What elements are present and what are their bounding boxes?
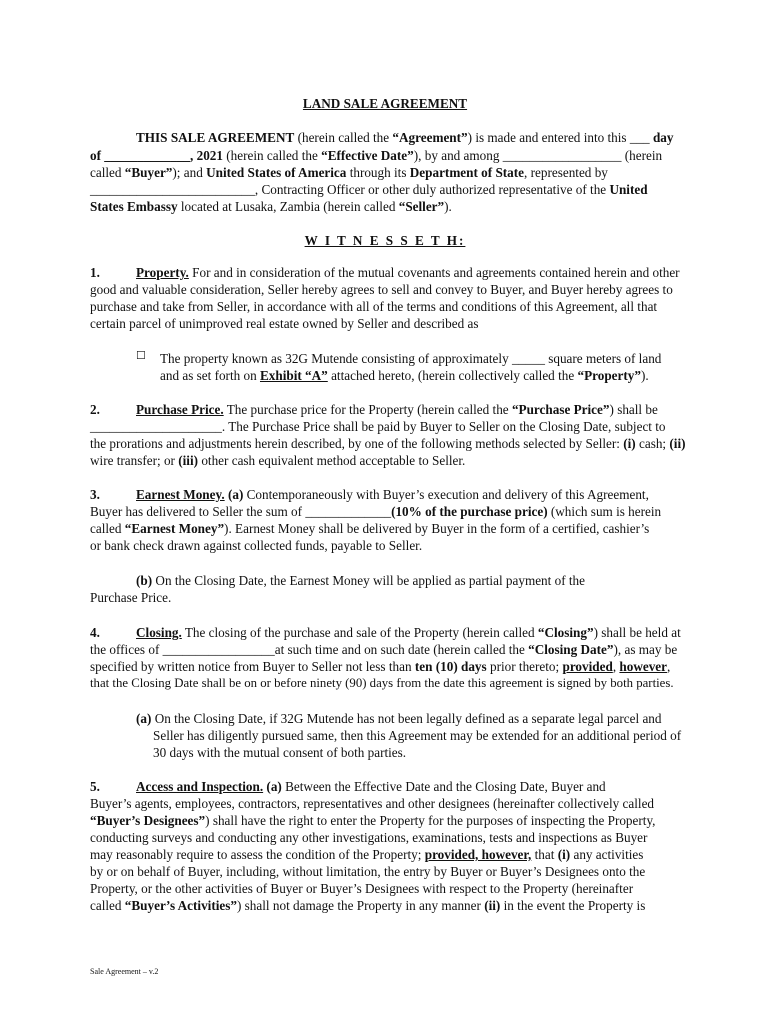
page-footer: Sale Agreement – v.2 <box>90 967 159 976</box>
section-1-number: 1. <box>90 265 100 280</box>
section-3-b-line-2: Purchase Price. <box>90 590 172 605</box>
section-4-a-line-2: Seller has diligently pursued same, then this Agreement may be extended for an additional period of <box>153 728 682 743</box>
section-5-line-1: 5. Access and Inspection. (a) Between the Effective Date and the Closing Date, Buyer and <box>90 779 606 794</box>
witnesseth-heading: W I T N E S S E T H: <box>304 233 466 248</box>
section-1-line-1: 1. Property. For and in consideration of the mutual covenants and agreements contained herein and other <box>90 265 680 280</box>
section-4-line-3: specified by written notice from Buyer to Seller not less than ten (10) days prior thereto; provided, however, <box>90 659 671 674</box>
document-title: LAND SALE AGREEMENT <box>302 96 468 111</box>
section-4-line-4: that the Closing Date shall be on or before ninety (90) days from the date this agreement is signed by both parties. <box>90 676 674 690</box>
section-5-line-7: Property, or the other activities of Buyer or Buyer’s Designees with respect to the Property (hereinafter <box>90 881 634 896</box>
section-2-heading: Purchase Price. <box>136 402 224 417</box>
section-5-line-4: conducting surveys and conducting any other investigations, examinations, tests and inspections as Buyer <box>90 830 648 845</box>
section-4-heading: Closing. <box>136 625 182 640</box>
intro-line-5: States Embassy located at Lusaka, Zambia (herein called “Seller”). <box>90 199 452 214</box>
section-3-line-1: 3. Earnest Money. (a) Contemporaneously with Buyer’s execution and delivery of this Agreement, <box>90 487 649 502</box>
section-5-line-6: by or on behalf of Buyer, including, without limitation, the entry by Buyer or Buyer’s Designees onto the <box>90 864 646 879</box>
section-4-line-2: the offices of _________________at such time and on such date (herein called the “Closing Date”), as may be <box>90 642 678 657</box>
section-1-bullet-line-1: The property known as 32G Mutende consisting of approximately _____ square meters of land <box>160 351 662 366</box>
section-5-heading: Access and Inspection. <box>136 779 264 794</box>
checkbox-icon: ☐ <box>136 350 146 362</box>
section-2-number: 2. <box>90 402 100 417</box>
section-4-a-line-3: 30 days with the mutual consent of both parties. <box>153 745 407 760</box>
section-1-line-4: certain parcel of unimproved real estate owned by Seller and described as <box>90 316 479 331</box>
section-3-b-line-1: (b) On the Closing Date, the Earnest Money will be applied as partial payment of the <box>136 573 586 588</box>
section-3-line-4: or bank check drawn against collected funds, payable to Seller. <box>90 538 423 553</box>
section-4-a-line-1: (a) On the Closing Date, if 32G Mutende has not been legally defined as a separate legal parcel and <box>136 711 662 726</box>
section-4-number: 4. <box>90 625 100 640</box>
intro-line-2: of _____________, 2021 (herein called the “Effective Date”), by and among __________________ (herein <box>90 148 663 163</box>
section-1-heading: Property. <box>136 265 189 280</box>
intro-line-4: _________________________, Contracting Officer or other duly authorized representative of the United <box>90 182 648 197</box>
section-2-line-4: wire transfer; or (iii) other cash equivalent method acceptable to Seller. <box>90 453 466 468</box>
section-5-line-2: Buyer’s agents, employees, contractors, representatives and other designees (hereinafter collectively called <box>90 796 655 811</box>
section-2-line-1: 2. Purchase Price. The purchase price for the Property (herein called the “Purchase Price”) shall be <box>90 402 658 417</box>
section-2-line-3: the prorations and adjustments herein described, by one of the following methods selected by Seller: (i) cash; (ii) <box>90 436 686 451</box>
intro-line-1: THIS SALE AGREEMENT (herein called the “Agreement”) is made and entered into this ___ day <box>136 130 674 145</box>
section-4-line-1: 4. Closing. The closing of the purchase and sale of the Property (herein called “Closing”) shall be held at <box>90 625 681 640</box>
section-5-number: 5. <box>90 779 100 794</box>
section-1-line-2: good and valuable consideration, Seller hereby agrees to sell and convey to Buyer, and Buyer hereby agrees to <box>90 282 673 297</box>
section-3-number: 3. <box>90 487 100 502</box>
section-2-line-2: ____________________. The Purchase Price shall be paid by Buyer to Seller on the Closing Date, subject to <box>90 419 666 434</box>
section-1-line-3: purchase and take from Seller, in accordance with all of the terms and conditions of this Agreement, all that <box>90 299 658 314</box>
section-5-line-5: may reasonably require to assess the condition of the Property; provided, however, that (i) any activities <box>90 847 644 862</box>
section-1-bullet-line-2: and as set forth on Exhibit “A” attached hereto, (herein collectively called the “Property”). <box>160 368 649 383</box>
section-5-line-8: called “Buyer’s Activities”) shall not damage the Property in any manner (ii) in the event the Property is <box>90 898 646 913</box>
section-3-line-3: called “Earnest Money”). Earnest Money shall be delivered by Buyer in the form of a certified, cashier’s <box>90 521 650 536</box>
section-3-heading: Earnest Money. <box>136 487 225 502</box>
section-3-line-2: Buyer has delivered to Seller the sum of _____________(10% of the purchase price) (which sum is herein <box>90 504 662 519</box>
intro-line-3: called “Buyer”); and United States of America through its Department of State, represented by <box>90 165 608 180</box>
section-5-line-3: “Buyer’s Designees”) shall have the right to enter the Property for the purposes of inspecting the Property, <box>90 813 656 828</box>
